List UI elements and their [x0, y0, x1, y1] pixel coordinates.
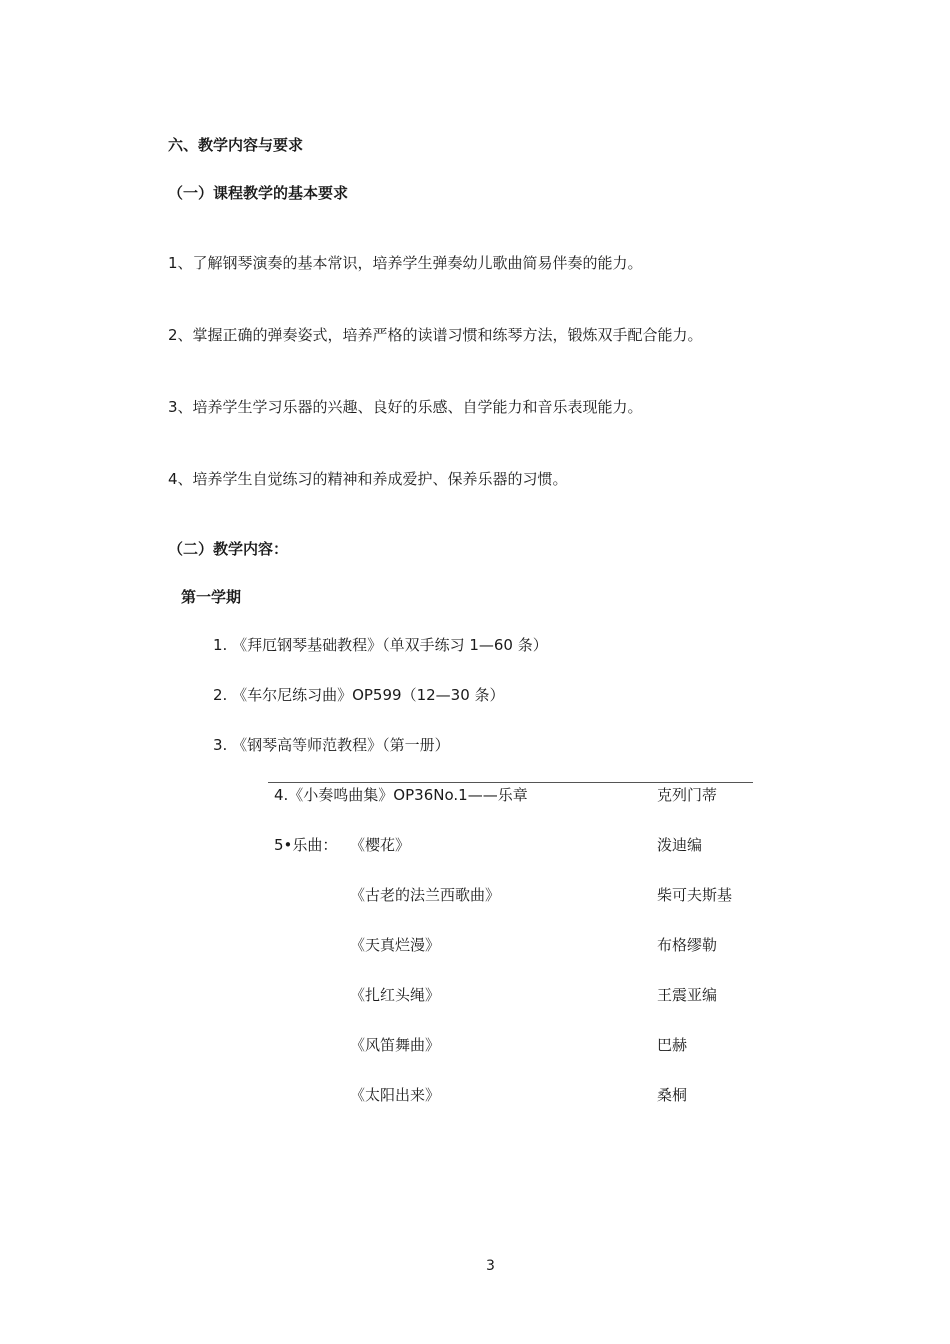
song-composer: 巴赫 [657, 1036, 688, 1054]
song-title: 《古老的法兰西歌曲》 [350, 886, 501, 904]
requirement-item: 4、培养学生自觉练习的精神和养成爱护、保养乐器的习惯。 [168, 470, 568, 488]
requirement-item: 2、掌握正确的弹奏姿式，培养严格的读谱习惯和练琴方法，锻炼双手配合能力。 [168, 326, 703, 344]
song-title: 《太阳出来》 [350, 1086, 441, 1104]
song-composer: 泼迪编 [657, 836, 703, 854]
content-item-composer: 克列门蒂 [657, 786, 718, 804]
song-composer: 布格缪勒 [657, 936, 718, 954]
pieces-label: 5•乐曲： [274, 836, 338, 854]
section-title: 六、教学内容与要求 [168, 136, 304, 154]
song-title: 《扎红头绳》 [350, 986, 441, 1004]
table-top-rule [268, 782, 753, 783]
subsection-title-content: （二）教学内容： [168, 540, 289, 558]
song-title: 《风笛舞曲》 [350, 1036, 441, 1054]
content-item: 3. 《钢琴高等师范教程》（第一册） [213, 736, 450, 754]
page-number: 3 [486, 1258, 495, 1274]
requirement-item: 1、了解钢琴演奏的基本常识，培养学生弹奏幼儿歌曲简易伴奏的能力。 [168, 254, 643, 272]
song-composer: 柴可夫斯基 [657, 886, 733, 904]
content-item-title: 4.《小奏鸣曲集》OP36No.1——乐章 [274, 786, 528, 804]
content-item: 2. 《车尔尼练习曲》OP599（12—30 条） [213, 686, 505, 704]
semester-title: 第一学期 [181, 588, 242, 606]
song-composer: 王震亚编 [657, 986, 718, 1004]
song-title: 《天真烂漫》 [350, 936, 441, 954]
requirement-item: 3、培养学生学习乐器的兴趣、良好的乐感、自学能力和音乐表现能力。 [168, 398, 643, 416]
song-title: 《樱花》 [350, 836, 411, 854]
content-item: 1. 《拜厄钢琴基础教程》（单双手练习 1—60 条） [213, 636, 548, 654]
subsection-title-requirements: （一）课程教学的基本要求 [168, 184, 349, 202]
song-composer: 桑桐 [657, 1086, 688, 1104]
